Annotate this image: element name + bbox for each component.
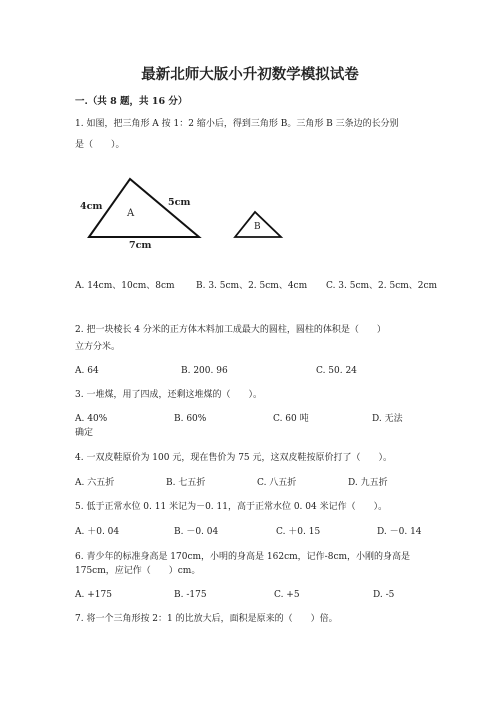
question-3-option-b[interactable]: B. 60%: [174, 414, 207, 424]
question-5-text: 5. 低于正常水位 0. 11 米记为－0. 11，高于正常水位 0. 04 米记作（ ）。: [75, 502, 388, 512]
question-6-text-cont: 175cm，应记作（ ）cm。: [75, 566, 201, 576]
question-2-option-c[interactable]: C. 50. 24: [316, 366, 357, 376]
triangle-a-label: A: [127, 208, 135, 219]
question-4-option-a[interactable]: A. 六五折: [75, 478, 115, 488]
question-6-option-d[interactable]: D. -5: [373, 590, 395, 600]
question-6-option-b[interactable]: B. -175: [174, 590, 207, 600]
question-3-text: 3. 一堆煤，用了四成，还剩这堆煤的（ ）。: [75, 390, 262, 400]
question-2-text-cont: 立方分米。: [75, 342, 121, 352]
question-3-option-d-cont: 确定: [75, 428, 94, 438]
side-label-left: 4cm: [80, 201, 103, 212]
question-6-text: 6. 青少年的标准身高是 170cm，小明的身高是 162cm，记作-8cm，小刚的身高是: [75, 552, 411, 562]
question-5-option-c[interactable]: C. ＋0. 15: [276, 527, 321, 537]
question-3-option-c[interactable]: C. 60 吨: [273, 414, 309, 424]
question-4-option-d[interactable]: D. 九五折: [348, 478, 388, 488]
question-5-option-b[interactable]: B. －0. 04: [174, 527, 219, 537]
question-5-option-d[interactable]: D. －0. 14: [377, 527, 422, 537]
question-4-option-c[interactable]: C. 八五折: [257, 478, 297, 488]
question-4-text: 4. 一双皮鞋原价为 100 元，现在售价为 75 元，这双皮鞋按原价打了（ ）。: [75, 453, 393, 463]
question-3-option-d[interactable]: D. 无法: [372, 414, 403, 424]
triangle-b-label: B: [254, 222, 261, 232]
question-6-option-a[interactable]: A. +175: [75, 590, 112, 600]
question-2-option-b[interactable]: B. 200. 96: [181, 366, 228, 376]
question-3-option-a[interactable]: A. 40%: [75, 414, 108, 424]
question-1-option-c[interactable]: C. 3. 5cm、2. 5cm、2cm: [326, 281, 438, 291]
question-1-option-b[interactable]: B. 3. 5cm、2. 5cm、4cm: [196, 281, 308, 291]
question-1-text-cont: 是（ ）。: [75, 140, 125, 150]
side-label-bottom: 7cm: [129, 240, 152, 251]
question-5-option-a[interactable]: A. ＋0. 04: [75, 527, 120, 537]
question-1-text: 1. 如图，把三角形 A 按 1：2 缩小后，得到三角形 B。三角形 B 三条边的长分别: [75, 119, 399, 129]
question-1-option-a[interactable]: A. 14cm、10cm、8cm: [75, 281, 175, 291]
page-title: 最新北师大版小升初数学模拟试卷: [141, 66, 359, 83]
triangle-a: [89, 179, 199, 237]
section-heading: 一.（共 8 题，共 16 分）: [75, 96, 188, 107]
question-4-option-b[interactable]: B. 七五折: [166, 478, 206, 488]
question-7-text: 7. 将一个三角形按 2：1 的比放大后，面积是原来的（ ）倍。: [75, 614, 338, 624]
question-2-option-a[interactable]: A. 64: [75, 366, 99, 376]
side-label-right: 5cm: [168, 197, 191, 208]
question-6-option-c[interactable]: C. +5: [274, 590, 300, 600]
question-2-text: 2. 把一块棱长 4 分米的正方体木料加工成最大的圆柱，圆柱的体积是（ ）: [75, 325, 386, 335]
